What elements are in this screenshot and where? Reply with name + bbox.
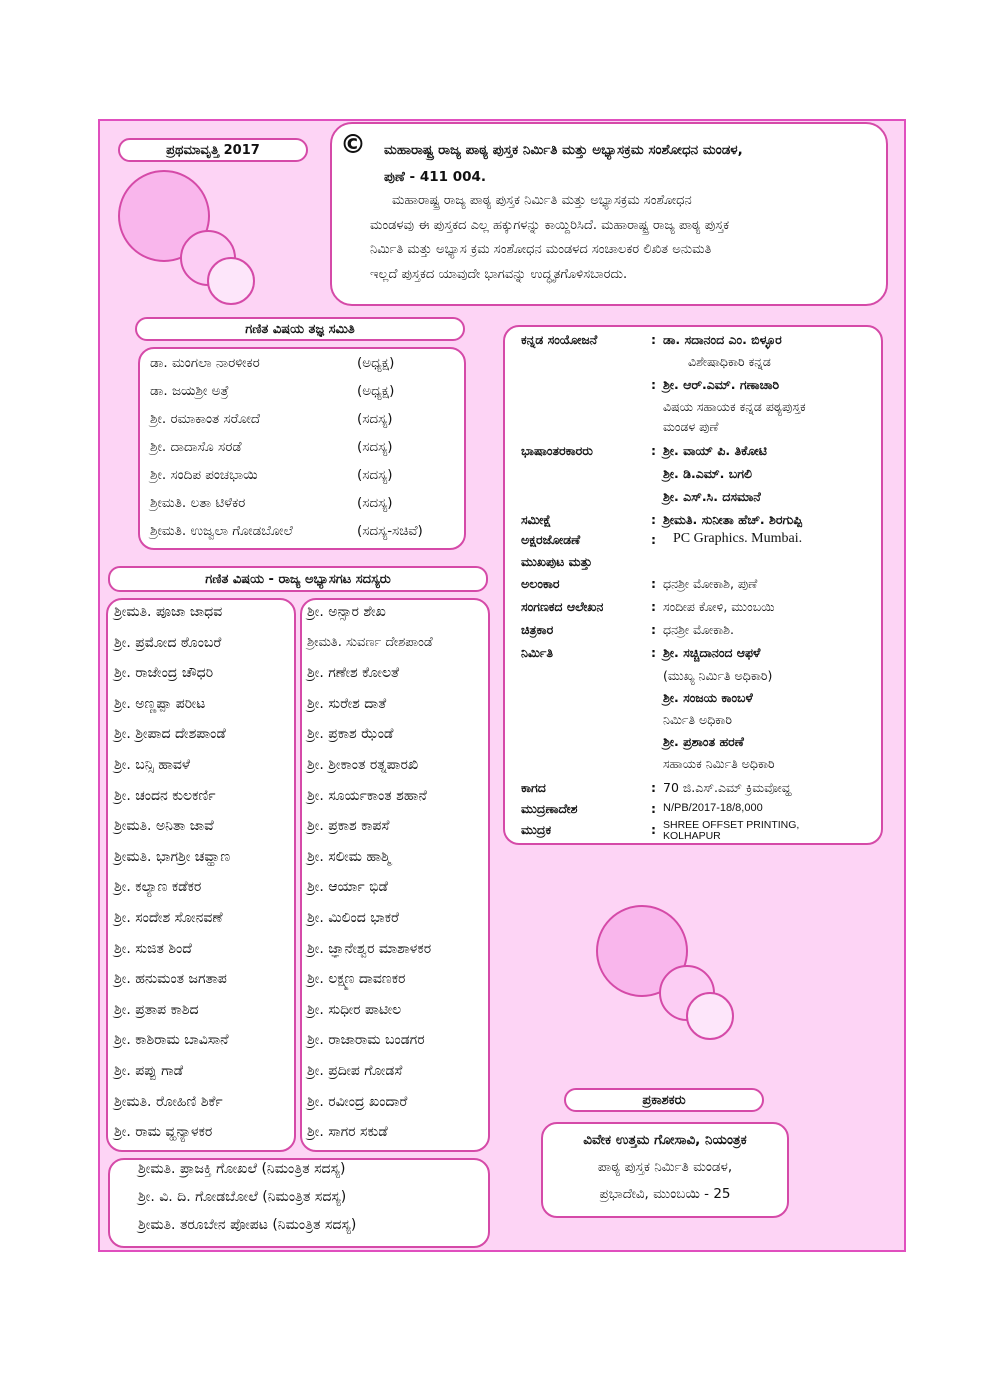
copyright-text [370, 189, 878, 287]
publisher-title: ಪ್ರಕಾಶಕರು [564, 1088, 764, 1112]
invited-member: ಶ್ರೀಮತಿ. ತರೂಬೇನ ಪೋಪಟ (ನಿಮಂತ್ರಿತ ಸದಸ್ಯ) [138, 1217, 357, 1233]
study-group-member: ಶ್ರೀ. ರಾಮ ವ್ಹನ್ಯಾಳಕರ [114, 1124, 213, 1141]
board-name [384, 139, 884, 189]
study-group-member: ಶ್ರೀ. ಜ್ಞಾನೇಶ್ವರ ಮಾಶಾಳಕರ [307, 940, 432, 957]
credit-label: ಕಾಗದ [521, 780, 546, 795]
decor-circle-small [686, 992, 734, 1040]
credit-value: 70 ಜಿ.ಎಸ್.ಎಮ್ ಕ್ರಿಮವೋವ್ಹ [663, 780, 792, 795]
copyright-line: ಮಹಾರಾಷ್ಟ್ರ ರಾಜ್ಯ ಪಾಠ್ಯ ಪುಸ್ತಕ ನಿರ್ಮಿತಿ ಮತ್ತು ಅಭ್ಯಾಸಕ್ರಮ ಸಂಶೋಧನ [392, 193, 692, 208]
credit-value: ಶ್ರೀ. ಸಚ್ಚಿದಾನಂದ ಆಫಳೆ [663, 645, 761, 660]
study-group-member: ಶ್ರೀ. ಪ್ರಕಾಶ ಕಾಪಸೆ [307, 818, 390, 835]
expert-committee-title: ಗಣಿತ ವಿಷಯ ತಜ್ಞ ಸಮಿತಿ [135, 317, 465, 341]
credit-label: ಅಕ್ಷರಜೋಡಣೆ [521, 532, 581, 547]
credit-colon: : [651, 645, 656, 660]
study-group-member: ಶ್ರೀ. ಪ್ರದೀಪ ಗೋಡಸೆ [307, 1063, 403, 1079]
credit-label: ಭಾಷಾಂತರಕಾರರು [521, 443, 593, 458]
credit-value: ಶ್ರೀ. ಸಂಜಯ ಕಾಂಬಳೆ [663, 690, 753, 705]
committee-member-name: ಡಾ. ಮಂಗಲಾ ನಾರಳೀಕರ [150, 355, 260, 371]
committee-member-role: (ಸದಸ್ಯ) [357, 467, 393, 483]
credit-value: ಸಹಾಯಕ ನಿರ್ಮಿತಿ ಅಧಿಕಾರಿ [663, 756, 775, 771]
study-group-member: ಶ್ರೀ. ಪ್ರಕಾಶ ಝೆಂಡೆ [307, 726, 394, 743]
credit-colon: : [651, 801, 656, 816]
copyright-line: ನಿರ್ಮಿತಿ ಮತ್ತು ಅಭ್ಯಾಸ ಕ್ರಮ ಸಂಶೋಧನ ಮಂಡಳದ ಸಂಚಾಲಕರ ಲಿಖಿತ ಅನುಮತಿ [370, 242, 712, 257]
credit-colon: : [651, 532, 656, 547]
study-group-member: ಶ್ರೀ. ಪ್ರತಾಪ ಕಾಶಿದ [114, 1001, 199, 1018]
credit-colon: : [651, 599, 656, 614]
credit-value: N/PB/2017-18/8,000 [663, 802, 763, 814]
credit-value: ಶ್ರೀ. ವಾಯ್ ಪಿ. ತಿಕೋಟಿ [663, 443, 767, 458]
study-group-member: ಶ್ರೀ. ಗಣೇಶ ಕೋಲತೆ [307, 665, 400, 682]
study-group-member: ಶ್ರೀ. ಪ್ರಮೋದ ಠೊಂಬರೆ [114, 634, 222, 651]
study-group-member: ಶ್ರೀ. ಪಪ್ಪು ಗಾಡೆ [114, 1063, 184, 1079]
committee-member-role: (ಅಧ್ಯಕ್ಷ) [357, 355, 395, 371]
credit-colon: : [651, 332, 656, 347]
study-group-member: ಶ್ರೀ. ರಾಜಾರಾಮ ಬಂಡಗರ [307, 1032, 425, 1049]
study-group-member: ಶ್ರೀ. ಕಲ್ಯಾಣ ಕಡೆಕರ [114, 879, 202, 896]
study-group-member: ಶ್ರೀ. ಬನ್ಸಿ ಹಾವಳೆ [114, 757, 191, 773]
credit-value: ವಿಷಯ ಸಹಾಯಕ ಕನ್ನಡ ಪಠ್ಯಪುಸ್ತಕ [663, 399, 806, 414]
credit-value: ಮಂಡಳ ಪುಣೆ [663, 419, 719, 434]
study-group-member: ಶ್ರೀ. ಅನ್ಸಾರ ಶೇಖ [307, 604, 386, 620]
credit-value: SHREE OFFSET PRINTING, [663, 819, 800, 831]
credit-label: ಕನ್ನಡ ಸಂಯೋಜನೆ [521, 332, 598, 347]
credit-value: ವಿಶೇಷಾಧಿಕಾರಿ ಕನ್ನಡ [688, 354, 771, 369]
publisher-address [541, 1127, 789, 1208]
study-group-member: ಶ್ರೀ. ಲಕ್ಷ್ಮಣ ದಾವಣಕರ [307, 971, 406, 988]
publisher-line: ವಿವೇಕ ಉತ್ತಮ ಗೋಸಾವಿ, ನಿಯಂತ್ರಕ [583, 1132, 747, 1148]
study-group-member: ಶ್ರೀ. ಸಲೀಮ ಹಾಶ್ಮಿ [307, 848, 391, 865]
study-group-member: ಶ್ರೀ. ಅಣ್ಣಪ್ಪಾ ಪರೀಟ [114, 695, 206, 712]
study-group-member: ಶ್ರೀ. ಸುರೇಶ ದಾತೆ [307, 695, 387, 712]
study-group-member: ಶ್ರೀಮತಿ. ಪೂಜಾ ಜಾಧವ [114, 604, 223, 620]
credit-label: ಸಮೀಕ್ಷೆ [521, 512, 552, 527]
study-group-member: ಶ್ರೀ. ಸುಧೀರ ಪಾಟೀಲ [307, 1001, 402, 1018]
study-group-title: ಗಣಿತ ವಿಷಯ - ರಾಜ್ಯ ಅಭ್ಯಾಸಗಟ ಸದಸ್ಯರು [108, 566, 488, 592]
committee-member-role: (ಸದಸ್ಯ-ಸಚಿವೆ) [357, 523, 423, 539]
committee-member-name: ಶ್ರೀ. ದಾದಾಸೊ ಸರಡೆ [150, 439, 242, 455]
study-group-member: ಶ್ರೀಮತಿ. ಅನಿತಾ ಜಾವೆ [114, 818, 214, 835]
committee-member-role: (ಸದಸ್ಯ) [357, 411, 393, 427]
study-group-member: ಶ್ರೀಮತಿ. ರೋಹಿಣಿ ಶಿರ್ಕೆ [114, 1093, 223, 1110]
credit-label: ಮುದ್ರಕ [521, 822, 552, 837]
copyright-line: ಇಲ್ಲದೆ ಪುಸ್ತಕದ ಯಾವುದೇ ಭಾಗವನ್ನು ಉದ್ಧೃತಗೊಳಿಸಬಾರದು. [370, 266, 628, 282]
study-group-member: ಶ್ರೀ. ಶ್ರೀಕಾಂತ ರತ್ನಪಾರಖಿ [307, 757, 419, 773]
study-group-member: ಶ್ರೀ. ಹನುಮಂತ ಜಗತಾಪ [114, 971, 227, 988]
credit-label: ಸಂಗಣಕದ ಆಲೇಖನ [521, 599, 604, 614]
study-group-member: ಶ್ರೀ. ರಾಜೇಂದ್ರ ಚೌಧರಿ [114, 665, 214, 682]
credit-value: ಶ್ರೀ. ಡಿ.ಎಮ್. ಬಗಲಿ [663, 466, 752, 481]
credit-colon: : [651, 377, 656, 392]
credit-value: ಡಾ. ಸದಾನಂದ ಎಂ. ಬಿಳ್ಳೂರ [663, 332, 782, 347]
credit-colon: : [651, 780, 656, 795]
credit-value: ನಿರ್ಮಿತಿ ಅಧಿಕಾರಿ [663, 712, 732, 727]
publisher-line: ಪ್ರಭಾದೇವಿ, ಮುಂಬಯಿ - 25 [599, 1186, 731, 1202]
credit-value: (ಮುಖ್ಯ ನಿರ್ಮಿತಿ ಅಧಿಕಾರಿ) [663, 668, 773, 683]
credit-value: ಶ್ರೀಮತಿ. ಸುನೀತಾ ಹೆಚ್. ಶಿರಗುಪ್ಪಿ [663, 512, 803, 527]
credit-label: ಮುದ್ರಣಾದೇಶ [521, 801, 578, 816]
committee-member-name: ಶ್ರೀಮತಿ. ಲತಾ ಟಿಳೆಕರ [150, 495, 246, 511]
credit-value: PC Graphics. Mumbai. [673, 531, 803, 546]
credit-colon: : [651, 443, 656, 458]
credit-colon: : [651, 622, 656, 637]
committee-member-role: (ಸದಸ್ಯ) [357, 495, 393, 511]
credit-value: ಸಂದೀಪ ಕೋಳಿ, ಮುಂಬಯಿ [663, 599, 775, 614]
credit-colon: : [651, 512, 656, 527]
copyright-line: ಮಂಡಳವು ಈ ಪುಸ್ತಕದ ಎಲ್ಲ ಹಕ್ಕುಗಳನ್ನು ಕಾಯ್ದಿರಿಸಿದೆ. ಮಹಾರಾಷ್ಟ್ರ ರಾಜ್ಯ ಪಾಠ್ಯ ಪುಸ್ತಕ [370, 217, 730, 233]
committee-member-name: ಶ್ರೀ. ಸಂದಿಪ ಪಂಚಭಾಯಿ [150, 467, 258, 483]
edition-label: ಪ್ರಥಮಾವೃತ್ತಿ 2017 [118, 138, 308, 162]
credit-colon: : [651, 822, 656, 837]
credit-colon: : [651, 576, 656, 591]
study-group-member: ಶ್ರೀ. ಆರ್ಯಾ ಭಿಡೆ [307, 879, 388, 896]
committee-member-name: ಡಾ. ಜಯಶ್ರೀ ಅತ್ರೆ [150, 383, 229, 399]
study-group-member: ಶ್ರೀಮತಿ. ಭಾಗಶ್ರೀ ಚವ್ಹಾಣ [114, 848, 231, 865]
study-group-member: ಶ್ರೀ. ಸೂರ್ಯಕಾಂತ ಶಹಾನೆ [307, 787, 427, 804]
credit-value: KOLHAPUR [663, 830, 721, 842]
credit-label: ನಿರ್ಮಿತಿ [521, 645, 554, 660]
committee-member-role: (ಸದಸ್ಯ) [357, 439, 393, 455]
copyright-symbol: © [340, 130, 366, 160]
credit-label: ಅಲಂಕಾರ [521, 576, 560, 591]
committee-member-name: ಶ್ರೀ. ರಮಾಕಾಂತ ಸರೋದೆ [150, 411, 261, 427]
credit-value: ಧನಶ್ರೀ ಮೋಕಾಶಿ. [663, 622, 734, 637]
study-group-member: ಶ್ರೀಮತಿ. ಸುವರ್ಣ ದೇಶಪಾಂಡೆ [307, 634, 433, 650]
committee-member-role: (ಅಧ್ಯಕ್ಷ) [357, 383, 395, 399]
study-group-member: ಶ್ರೀ. ಸಂದೇಶ ಸೋನವಣೆ [114, 910, 223, 926]
credit-label: ಮುಖಪುಟ ಮತ್ತು [521, 554, 593, 569]
board-line-1: ಮಹಾರಾಷ್ಟ್ರ ರಾಜ್ಯ ಪಾಠ್ಯ ಪುಸ್ತಕ ನಿರ್ಮಿತಿ ಮತ್ತು ಅಭ್ಯಾಸಕ್ರಮ ಸಂಶೋಧನ ಮಂಡಳ, [384, 142, 743, 158]
credit-value: ಶ್ರೀ. ಆರ್.ಎಮ್. ಗಣಾಚಾರಿ [663, 377, 780, 392]
decor-circle-small [207, 257, 255, 305]
invited-member: ಶ್ರೀಮತಿ. ಪ್ರಾಜಕ್ತಿ ಗೋಖಲೆ (ನಿಮಂತ್ರಿತ ಸದಸ್ಯ) [138, 1161, 346, 1177]
study-group-member: ಶ್ರೀ. ಶ್ರೀಪಾದ ದೇಶಪಾಂಡೆ [114, 726, 226, 743]
credit-value: ಶ್ರೀ. ಪ್ರಶಾಂತ ಹರಣೆ [663, 734, 744, 749]
study-group-member: ಶ್ರೀ. ಸುಜಿತ ಶಿಂದೆ [114, 940, 192, 957]
invited-member: ಶ್ರೀ. ವಿ. ದಿ. ಗೋಡಬೋಲೆ (ನಿಮಂತ್ರಿತ ಸದಸ್ಯ) [138, 1189, 347, 1205]
credit-value: ಶ್ರೀ. ಎಸ್.ಸಿ. ದಸಮಾನೆ [663, 489, 761, 504]
credit-value: ಧನಶ್ರೀ ಮೋಕಾಶಿ, ಪುಣೆ [663, 576, 758, 591]
committee-member-name: ಶ್ರೀಮತಿ. ಉಜ್ವಲಾ ಗೋಡಬೋಲೆ [150, 523, 293, 539]
study-group-member: ಶ್ರೀ. ಮಿಲಿಂದ ಭಾಕರೆ [307, 910, 399, 926]
study-group-member: ಶ್ರೀ. ಕಾಶಿರಾಮ ಬಾವಿಸಾನೆ [114, 1032, 229, 1049]
study-group-member: ಶ್ರೀ. ರವೀಂದ್ರ ಖಂದಾರೆ [307, 1093, 408, 1110]
credit-label: ಚಿತ್ರಕಾರ [521, 622, 554, 637]
study-group-member: ಶ್ರೀ. ಚಂದನ ಕುಲಕರ್ಣಿ [114, 787, 216, 804]
board-line-2: ಪುಣೆ - 411 004. [384, 169, 487, 185]
study-group-member: ಶ್ರೀ. ಸಾಗರ ಸಕುಡೆ [307, 1124, 388, 1141]
publisher-line: ಪಾಠ್ಯ ಪುಸ್ತಕ ನಿರ್ಮಿತಿ ಮಂಡಳ, [597, 1159, 733, 1175]
